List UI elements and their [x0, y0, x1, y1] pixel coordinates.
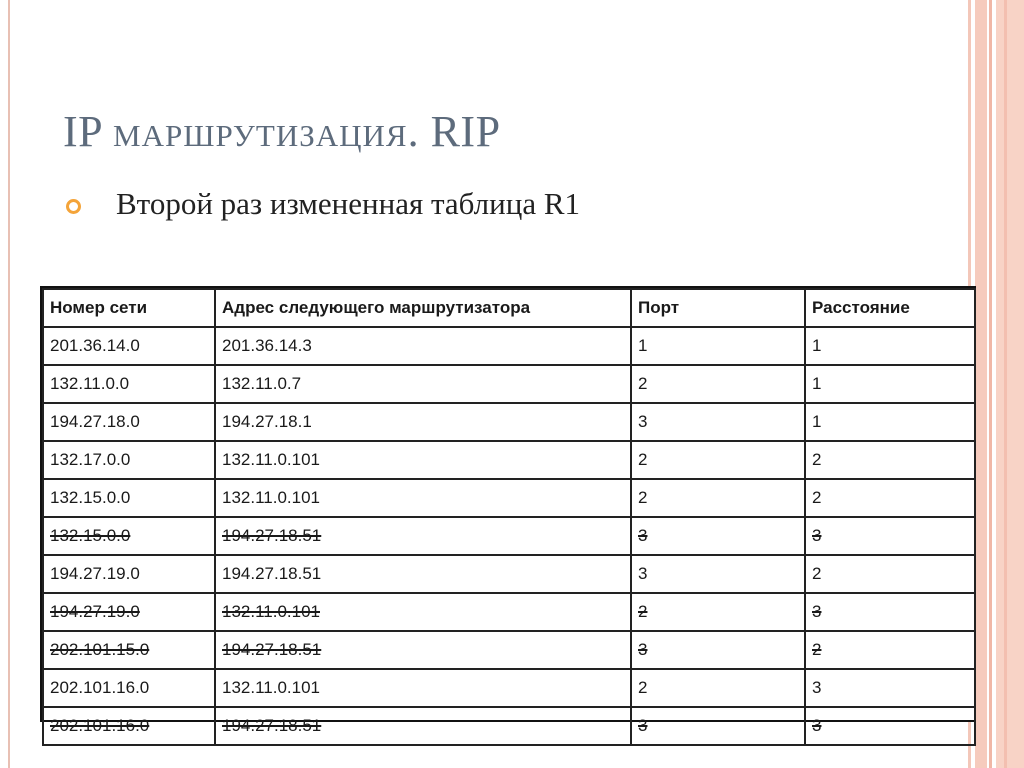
- decor-stripe: [975, 0, 987, 768]
- cell-port: 2: [631, 479, 805, 517]
- cell-port: 2: [631, 441, 805, 479]
- cell-network: 132.15.0.0: [43, 479, 215, 517]
- cell-next-hop: 132.11.0.101: [215, 441, 631, 479]
- table-row: [43, 669, 975, 707]
- cell-distance: 1: [805, 327, 975, 365]
- table-header-row: [43, 289, 975, 327]
- left-border-line: [8, 0, 10, 768]
- cell-port: 3: [631, 631, 805, 669]
- cell-port: 2: [631, 365, 805, 403]
- cell-network: 194.27.18.0: [43, 403, 215, 441]
- header-next-router-address: Адрес следующего маршрутизатора: [215, 289, 631, 327]
- cell-network: 132.11.0.0: [43, 365, 215, 403]
- table-body: [43, 327, 975, 745]
- table-row: [43, 631, 975, 669]
- cell-distance: 3: [805, 669, 975, 707]
- cell-port: 2: [631, 669, 805, 707]
- title-tail: . RIP: [407, 107, 501, 156]
- cell-network: 194.27.19.0: [43, 593, 215, 631]
- bullet-text: Второй раз измененная таблица R1: [116, 186, 581, 221]
- title-main: IP: [63, 107, 113, 156]
- cell-distance: 3: [805, 707, 975, 745]
- cell-network: 202.101.16.0: [43, 707, 215, 745]
- title-small-caps: МАРШРУТИЗАЦИЯ: [113, 118, 408, 153]
- cell-next-hop: 201.36.14.3: [215, 327, 631, 365]
- table-row: [43, 555, 975, 593]
- cell-next-hop: 194.27.18.51: [215, 631, 631, 669]
- cell-distance: 1: [805, 365, 975, 403]
- decor-stripe: [1004, 0, 1007, 768]
- cell-network: 132.17.0.0: [43, 441, 215, 479]
- cell-distance: 2: [805, 555, 975, 593]
- table-row: [43, 517, 975, 555]
- header-network-number: Номер сети: [43, 289, 215, 327]
- cell-port: 3: [631, 555, 805, 593]
- table-row: [43, 365, 975, 403]
- cell-distance: 2: [805, 479, 975, 517]
- cell-next-hop: 132.11.0.7: [215, 365, 631, 403]
- table-row: [43, 403, 975, 441]
- cell-distance: 3: [805, 593, 975, 631]
- decor-stripe: [989, 0, 992, 768]
- cell-next-hop: 194.27.18.51: [215, 707, 631, 745]
- cell-next-hop: 194.27.18.51: [215, 517, 631, 555]
- routing-table-container: [40, 286, 976, 735]
- decor-stripe: [996, 0, 1024, 768]
- table-row: [43, 593, 975, 631]
- cell-distance: 3: [805, 517, 975, 555]
- cell-port: 2: [631, 593, 805, 631]
- table-row: [43, 441, 975, 479]
- cell-port: 1: [631, 327, 805, 365]
- cell-network: 202.101.16.0: [43, 669, 215, 707]
- cell-network: 132.15.0.0: [43, 517, 215, 555]
- cell-network: 201.36.14.0: [43, 327, 215, 365]
- cell-port: 3: [631, 517, 805, 555]
- table-row: [43, 479, 975, 517]
- bullet-circle-icon: [66, 199, 81, 214]
- cell-port: 3: [631, 403, 805, 441]
- cell-network: 194.27.19.0: [43, 555, 215, 593]
- cell-next-hop: 194.27.18.1: [215, 403, 631, 441]
- table-row: [43, 707, 975, 745]
- cell-distance: 2: [805, 441, 975, 479]
- header-distance: Расстояние: [805, 289, 975, 327]
- cell-distance: 1: [805, 403, 975, 441]
- cell-distance: 2: [805, 631, 975, 669]
- header-port: Порт: [631, 289, 805, 327]
- cell-next-hop: 132.11.0.101: [215, 593, 631, 631]
- cell-next-hop: 132.11.0.101: [215, 479, 631, 517]
- cell-next-hop: 132.11.0.101: [215, 669, 631, 707]
- routing-table: [42, 288, 976, 746]
- cell-next-hop: 194.27.18.51: [215, 555, 631, 593]
- slide-title: [63, 106, 501, 157]
- table-row: [43, 327, 975, 365]
- cell-network: 202.101.15.0: [43, 631, 215, 669]
- cell-port: 3: [631, 707, 805, 745]
